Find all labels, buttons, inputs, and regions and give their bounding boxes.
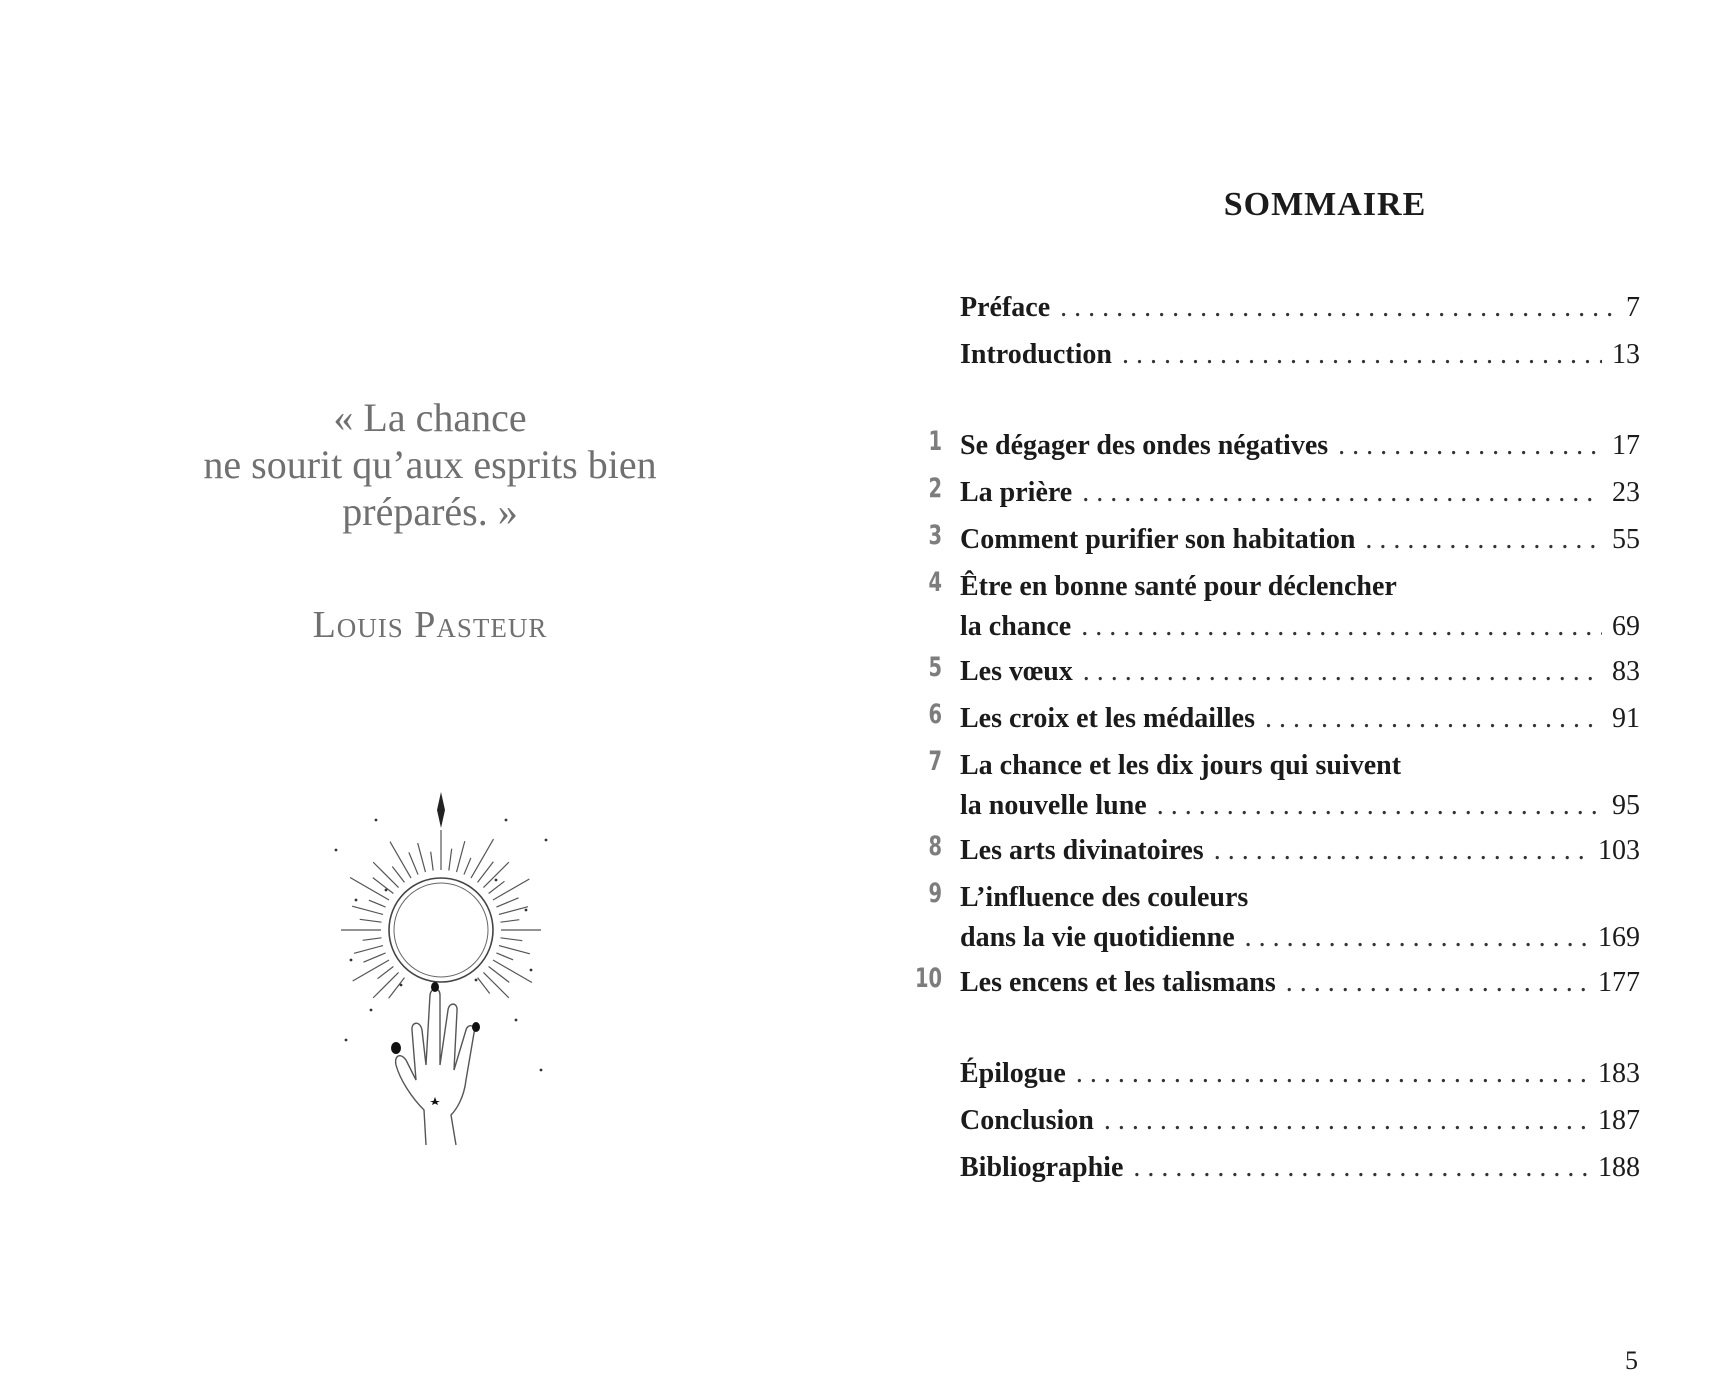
toc-chapter-entry[interactable] <box>928 831 1640 875</box>
toc-entry-label: Épilogue <box>960 1058 1066 1089</box>
dot-leader <box>1083 656 1602 688</box>
toc-entry-page: 91 <box>1612 703 1640 734</box>
toc-line-continued <box>960 882 1640 922</box>
toc-entry-label: la nouvelle lune <box>960 790 1147 821</box>
chapter-number: 8 <box>928 831 942 862</box>
toc-entry-label: Les encens et les talismans <box>960 967 1276 998</box>
chapter-number: 4 <box>928 567 942 598</box>
chapter-number: 1 <box>928 426 942 457</box>
toc-entry-label: Comment purifier son habitation <box>960 524 1356 555</box>
right-page <box>865 0 1730 1400</box>
toc-entry-page: 55 <box>1612 524 1640 555</box>
toc-entry-page: 169 <box>1598 922 1640 953</box>
toc-line <box>960 967 1640 1007</box>
dot-leader <box>1338 430 1602 462</box>
toc-entry-label: Les croix et les médailles <box>960 703 1255 734</box>
dot-leader <box>1060 292 1616 324</box>
toc-line <box>960 835 1640 875</box>
toc-chapter-entry[interactable] <box>928 426 1640 470</box>
page-number: 5 <box>1625 1346 1638 1375</box>
dot-leader <box>1157 790 1602 822</box>
toc-line-continued <box>960 750 1640 790</box>
toc-chapter-entry[interactable] <box>914 963 1640 1007</box>
toc-entry-page: 188 <box>1598 1152 1640 1183</box>
chapter-number: 6 <box>928 699 942 730</box>
toc-entry-page: 187 <box>1598 1105 1640 1136</box>
chapter-number: 2 <box>928 473 942 504</box>
toc-entry-page: 95 <box>1612 790 1640 821</box>
toc-line <box>960 292 1640 332</box>
toc-entry-label: Être en bonne santé pour déclencher <box>960 571 1397 602</box>
toc-chapter-entry[interactable] <box>928 473 1640 517</box>
dot-leader <box>1076 1058 1588 1090</box>
toc-line-continued <box>960 571 1640 611</box>
toc-chapter-entry[interactable] <box>928 652 1640 696</box>
toc-line <box>960 790 1640 830</box>
toc-line <box>960 1105 1640 1145</box>
quote-line: « La chance <box>333 395 527 440</box>
toc-entry-label: Conclusion <box>960 1105 1094 1136</box>
toc-entry-page: 103 <box>1598 835 1640 866</box>
toc-entry-page: 13 <box>1612 339 1640 370</box>
quote-line: préparés. » <box>342 489 518 534</box>
toc-line <box>960 524 1640 564</box>
toc-entry-page: 83 <box>1612 656 1640 687</box>
toc-line <box>960 656 1640 696</box>
epigraph-quote <box>120 394 740 535</box>
dot-leader <box>1286 967 1588 999</box>
dot-leader <box>1265 703 1602 735</box>
toc-entry-page: 183 <box>1598 1058 1640 1089</box>
toc-line <box>960 477 1640 517</box>
hand-holding-sun-icon <box>316 780 566 1160</box>
toc-chapter-entry[interactable] <box>928 699 1640 743</box>
toc-entry-label: Les arts divinatoires <box>960 835 1204 866</box>
dot-leader <box>1133 1152 1588 1184</box>
toc-entry[interactable] <box>960 339 1640 379</box>
toc-line <box>960 1058 1640 1098</box>
dot-leader <box>1104 1105 1588 1137</box>
chapter-number: 7 <box>928 746 942 777</box>
quote-author: Louis Pasteur <box>312 604 548 646</box>
toc-title: SOMMAIRE <box>1223 186 1427 223</box>
toc-entry-label: La chance et les dix jours qui suivent <box>960 750 1402 781</box>
chapter-number: 3 <box>928 520 942 551</box>
dot-leader <box>1082 477 1602 509</box>
toc-entry-label: Bibliographie <box>960 1152 1124 1183</box>
toc-entry-label: Les vœux <box>960 656 1073 687</box>
dot-leader <box>1365 524 1602 556</box>
toc-line <box>960 430 1640 470</box>
toc-entry[interactable] <box>960 292 1640 332</box>
toc-entry-page: 7 <box>1626 292 1640 323</box>
dot-leader <box>1122 339 1602 371</box>
toc-entry-label: Préface <box>960 292 1051 323</box>
toc-line <box>960 922 1640 962</box>
toc-entry-page: 23 <box>1612 477 1640 508</box>
toc-entry[interactable] <box>960 1152 1640 1192</box>
toc-line <box>960 703 1640 743</box>
toc-line <box>960 339 1640 379</box>
dot-leader <box>1214 835 1588 867</box>
dot-leader <box>1245 922 1588 954</box>
toc-chapter-entry[interactable] <box>928 520 1640 564</box>
toc-entry-label: La prière <box>960 477 1073 508</box>
chapter-number: 10 <box>914 963 942 994</box>
toc-entry-page: 69 <box>1612 611 1640 642</box>
toc-entry-label: Se dégager des ondes négatives <box>960 430 1329 461</box>
toc-line <box>960 611 1640 651</box>
toc-chapter-entry[interactable] <box>928 746 1640 830</box>
toc-entry-page: 177 <box>1598 967 1640 998</box>
chapter-number: 9 <box>928 878 942 909</box>
toc-entry[interactable] <box>960 1058 1640 1098</box>
toc-entry-label: L’influence des couleurs <box>960 882 1249 913</box>
toc-chapter-entry[interactable] <box>928 878 1640 962</box>
toc-entry-label: dans la vie quotidienne <box>960 922 1235 953</box>
toc-entry[interactable] <box>960 1105 1640 1145</box>
toc-entry-label: Introduction <box>960 339 1112 370</box>
toc-line <box>960 1152 1640 1192</box>
dot-leader <box>1081 611 1602 643</box>
toc-entry-label: la chance <box>960 611 1072 642</box>
toc-chapter-entry[interactable] <box>928 567 1640 651</box>
chapter-number: 5 <box>928 652 942 683</box>
toc-entry-page: 17 <box>1612 430 1640 461</box>
quote-line: ne sourit qu’aux esprits bien <box>203 442 657 487</box>
